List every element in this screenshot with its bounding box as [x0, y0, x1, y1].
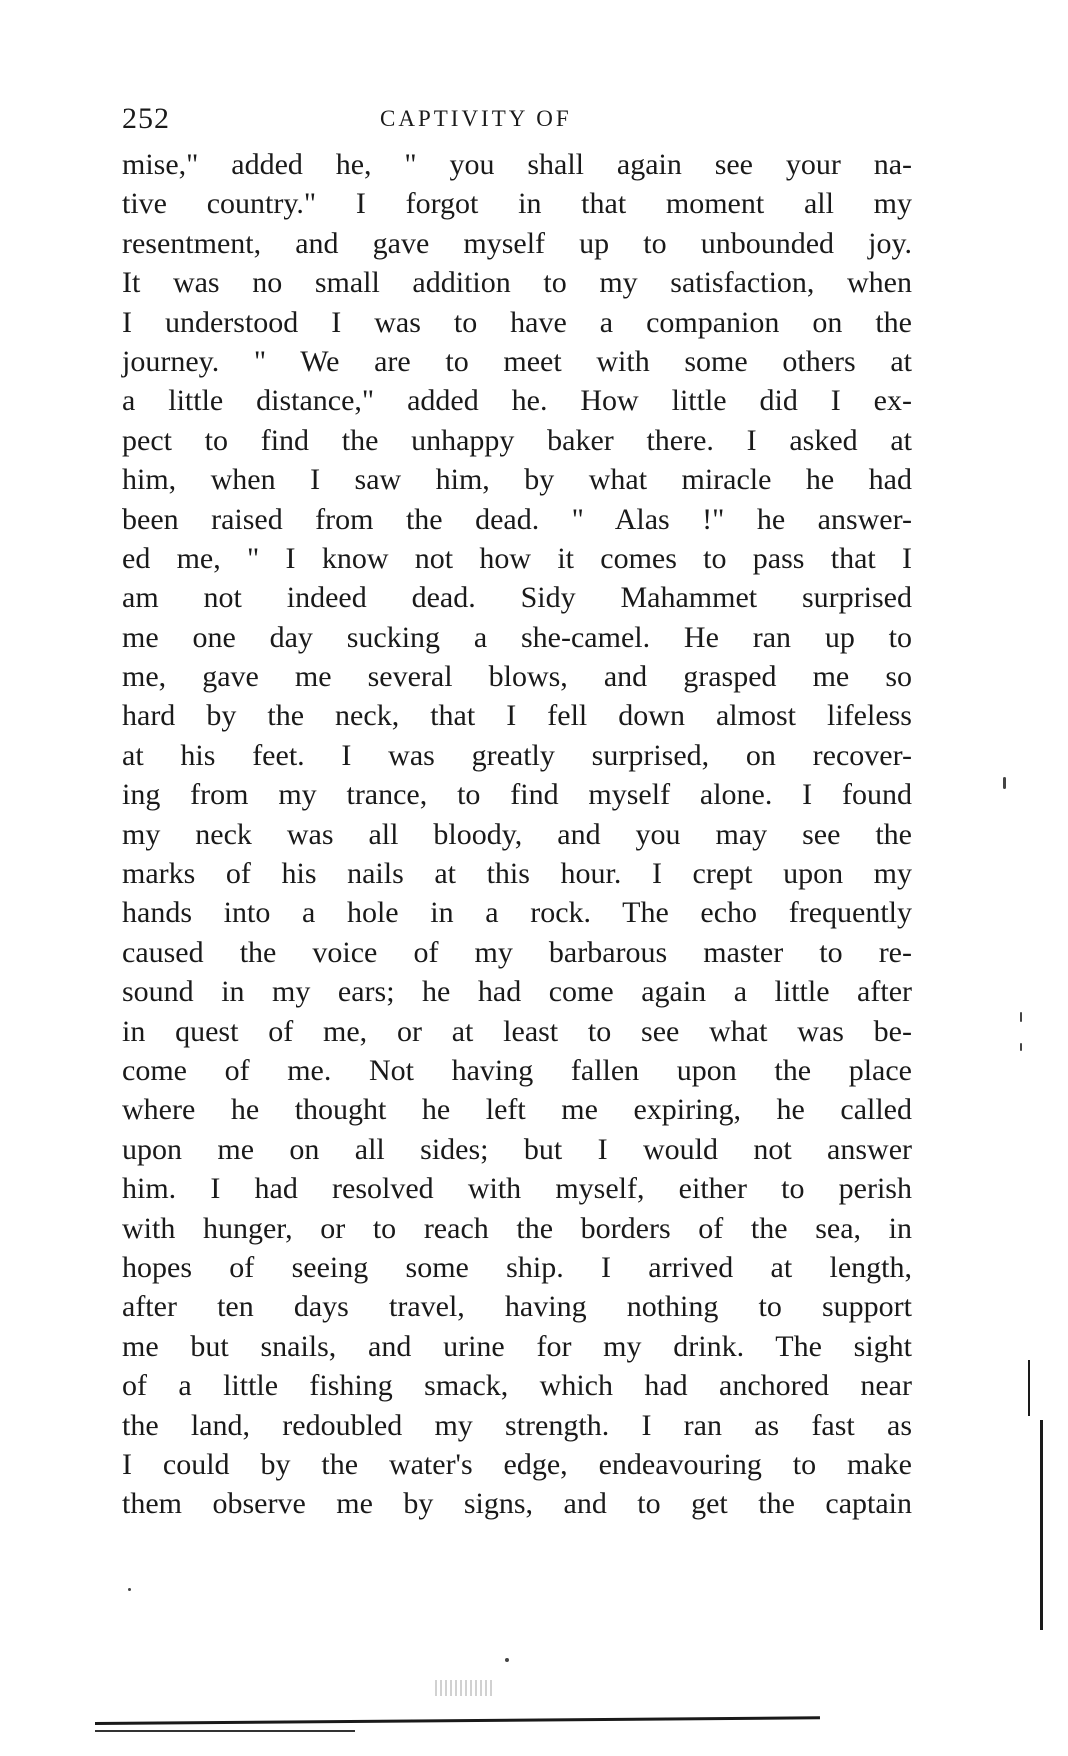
- scan-smudge: [435, 1680, 495, 1696]
- scan-speck: [1003, 777, 1006, 789]
- text-line: him, when I saw him, by what miracle he had: [122, 463, 912, 497]
- bottom-edge-rule: [95, 1730, 355, 1732]
- text-line: marks of his nails at this hour. I crept upon my: [122, 857, 912, 891]
- text-line: a little distance," added he. How little did I ex-: [122, 384, 912, 418]
- text-line: pect to find the unhappy baker there. I asked at: [122, 423, 912, 457]
- text-line: journey. " We are to meet with some others at: [122, 344, 912, 378]
- scan-speck: [128, 1588, 131, 1591]
- text-line: of a little fishing smack, which had anchored near: [122, 1369, 912, 1403]
- text-line: in quest of me, or at least to see what was be-: [122, 1014, 912, 1048]
- text-line: him. I had resolved with myself, either to perish: [122, 1172, 912, 1206]
- text-line: where he thought he left me expiring, he called: [122, 1093, 912, 1127]
- text-line: I could by the water's edge, endeavouring to make: [122, 1447, 912, 1481]
- bottom-edge-rule: [95, 1716, 820, 1725]
- running-head: CAPTIVITY OF: [380, 106, 572, 131]
- text-line: hard by the neck, that I fell down almost lifeless: [122, 699, 912, 733]
- text-line: after ten days travel, having nothing to support: [122, 1290, 912, 1324]
- text-line: my neck was all bloody, and you may see the: [122, 817, 912, 851]
- text-line: ing from my trance, to find myself alone. I found: [122, 778, 912, 812]
- text-line: ed me, " I know not how it comes to pass that I: [122, 541, 912, 575]
- text-line: hands into a hole in a rock. The echo frequently: [122, 896, 912, 930]
- scan-speck: [1020, 1012, 1022, 1022]
- body-text: [122, 145, 912, 1524]
- text-line: sound in my ears; he had come again a little after: [122, 975, 912, 1009]
- page-edge-shadow: [1028, 1360, 1030, 1416]
- scan-speck: [1020, 1043, 1022, 1051]
- text-line: me but snails, and urine for my drink. The sight: [122, 1329, 912, 1363]
- page-header: [122, 102, 912, 138]
- text-line: It was no small addition to my satisfaction, when: [122, 266, 912, 300]
- text-line: me, gave me several blows, and grasped me so: [122, 660, 912, 694]
- text-line: caused the voice of my barbarous master to re-: [122, 935, 912, 969]
- text-line: at his feet. I was greatly surprised, on recover-: [122, 738, 912, 772]
- text-line: resentment, and gave myself up to unbounded joy.: [122, 226, 912, 260]
- text-line: come of me. Not having fallen upon the place: [122, 1053, 912, 1087]
- text-line: the land, redoubled my strength. I ran as fast as: [122, 1408, 912, 1442]
- text-line: am not indeed dead. Sidy Mahammet surprised: [122, 581, 912, 615]
- text-line: hopes of seeing some ship. I arrived at length,: [122, 1250, 912, 1284]
- text-line: me one day sucking a she-camel. He ran up to: [122, 620, 912, 654]
- scan-speck: [505, 1658, 509, 1662]
- text-line: with hunger, or to reach the borders of the sea, in: [122, 1211, 912, 1245]
- text-line: I understood I was to have a companion on the: [122, 305, 912, 339]
- page-number: 252: [122, 102, 170, 135]
- text-line: tive country." I forgot in that moment all my: [122, 187, 912, 221]
- text-line: been raised from the dead. " Alas !" he answer-: [122, 502, 912, 536]
- text-line: them observe me by signs, and to get the captain: [122, 1487, 912, 1521]
- text-line: upon me on all sides; but I would not answer: [122, 1132, 912, 1166]
- page-edge-shadow: [1040, 1420, 1043, 1630]
- text-line: mise," added he, " you shall again see your na-: [122, 148, 912, 181]
